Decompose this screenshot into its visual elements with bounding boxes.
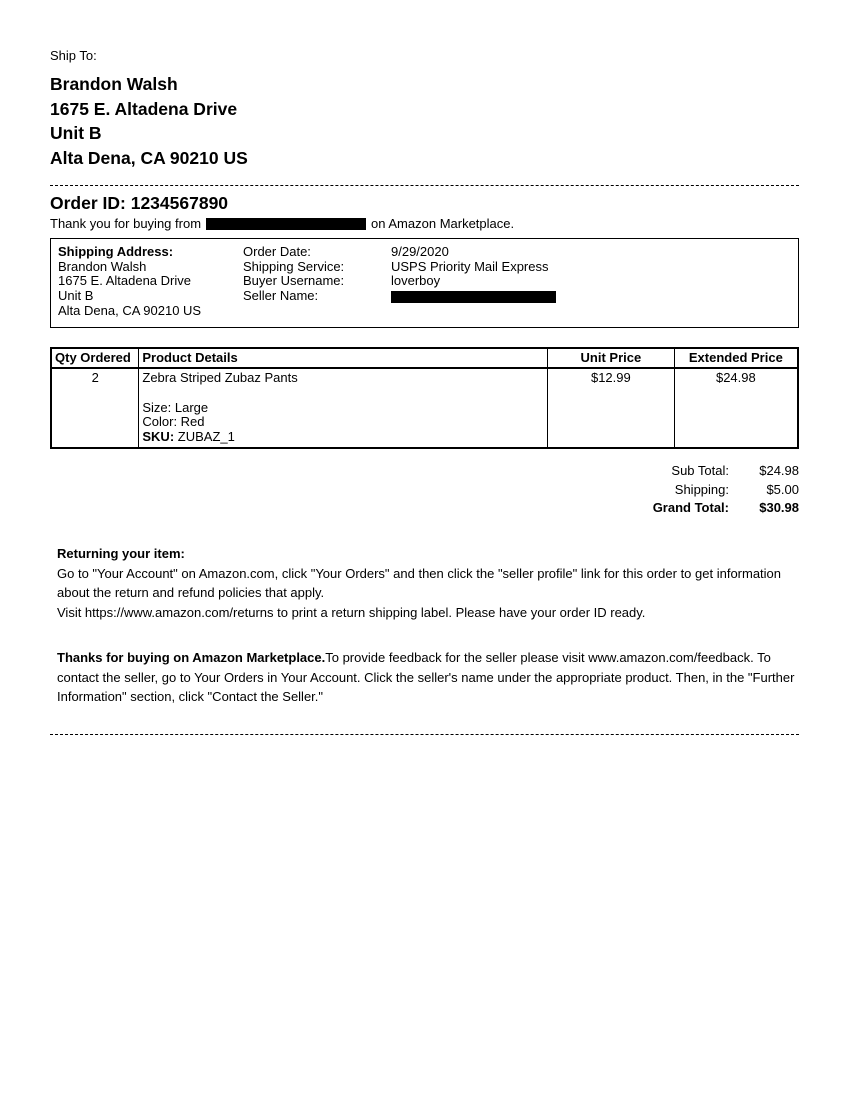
items-table bbox=[50, 347, 799, 449]
items-table-header-row bbox=[51, 348, 798, 369]
bottom-dashed-divider bbox=[50, 734, 799, 735]
thank-you-line bbox=[50, 216, 799, 231]
feedback-heading: Thanks for buying on Amazon Marketplace. bbox=[57, 650, 326, 666]
item-size: Size: Large bbox=[142, 399, 209, 415]
grand-total-row bbox=[50, 499, 799, 518]
order-date-value: 9/29/2020 bbox=[391, 244, 449, 259]
qty-ordered-header: Qty Ordered bbox=[51, 348, 139, 369]
returns-heading: Returning your item: bbox=[57, 546, 185, 562]
seller-name-redaction-bar bbox=[206, 218, 366, 230]
seller-name-value-redaction-bar bbox=[391, 291, 556, 303]
returns-section bbox=[57, 544, 799, 622]
shipping-total-row bbox=[50, 481, 799, 500]
item-details-spacer bbox=[142, 386, 544, 401]
thank-you-suffix: on Amazon Marketplace. bbox=[371, 216, 515, 231]
shipping-address-city: Alta Dena, CA 90210 US bbox=[58, 302, 202, 318]
order-meta-labels bbox=[243, 245, 391, 319]
shipping-address-label: Shipping Address: bbox=[58, 244, 174, 259]
ship-to-street: 1675 E. Altadena Drive bbox=[50, 98, 238, 119]
totals-block bbox=[50, 462, 799, 518]
ship-to-name: Brandon Walsh bbox=[50, 74, 178, 94]
subtotal-label: Sub Total: bbox=[671, 462, 729, 478]
product-details-header: Product Details bbox=[139, 348, 548, 369]
item-sku-value: ZUBAZ_1 bbox=[177, 429, 235, 445]
item-product-name: Zebra Striped Zubaz Pants bbox=[142, 370, 298, 386]
table-row bbox=[51, 368, 798, 448]
shipping-info-box bbox=[50, 238, 799, 328]
item-sku-label: SKU: bbox=[142, 429, 175, 445]
seller-name-label: Seller Name: bbox=[243, 288, 319, 304]
shipping-service-value: USPS Priority Mail Express bbox=[391, 258, 549, 274]
extended-price-header: Extended Price bbox=[674, 348, 798, 369]
item-unit-price: $12.99 bbox=[548, 368, 675, 448]
thank-you-prefix: Thank you for buying from bbox=[50, 216, 202, 231]
order-date-label: Order Date: bbox=[243, 244, 311, 259]
unit-price-header: Unit Price bbox=[548, 348, 675, 369]
ship-to-address bbox=[50, 72, 799, 170]
shipping-address-unit: Unit B bbox=[58, 288, 94, 304]
shipping-address-street: 1675 E. Altadena Drive bbox=[58, 273, 191, 289]
shipping-address-column bbox=[58, 245, 243, 319]
shipping-service-label: Shipping Service: bbox=[243, 258, 345, 274]
ship-to-unit: Unit B bbox=[50, 123, 102, 143]
item-color: Color: Red bbox=[142, 414, 205, 430]
grand-total-value: $30.98 bbox=[759, 500, 799, 516]
item-extended-price: $24.98 bbox=[674, 368, 798, 448]
subtotal-row bbox=[50, 462, 799, 481]
ship-to-city-state: Alta Dena, CA 90210 US bbox=[50, 147, 248, 168]
returns-paragraph-1: Go to "Your Account" on Amazon.com, click "Your Orders" and then click the "seller profile" link for this order to get information about the return and refund policies that apply. bbox=[57, 565, 782, 601]
order-id-heading: Order ID: 1234567890 bbox=[50, 193, 229, 213]
buyer-username-label: Buyer Username: bbox=[243, 273, 345, 289]
item-sku-line bbox=[142, 430, 544, 445]
feedback-text: To provide feedback for the seller please visit www.amazon.com/feedback. To contact the seller, go to Your Orders in Your Account. Click the seller's name under the appropriate product. Then, in the "Further Information" section, click "Contact the Seller." bbox=[57, 650, 795, 705]
returns-paragraph-2: Visit https://www.amazon.com/returns to print a return shipping label. Please have your order ID ready. bbox=[57, 604, 646, 620]
shipping-address-name: Brandon Walsh bbox=[58, 258, 147, 274]
shipping-total-value: $5.00 bbox=[766, 481, 799, 497]
ship-to-label: Ship To: bbox=[50, 48, 97, 63]
item-qty: 2 bbox=[51, 368, 139, 448]
top-dashed-divider bbox=[50, 185, 799, 186]
buyer-username-value: loverboy bbox=[391, 273, 441, 289]
order-meta-values bbox=[391, 245, 791, 319]
grand-total-label: Grand Total: bbox=[652, 500, 729, 516]
feedback-section bbox=[57, 648, 799, 707]
shipping-total-label: Shipping: bbox=[674, 481, 729, 497]
item-details-cell bbox=[139, 368, 548, 448]
subtotal-value: $24.98 bbox=[759, 462, 799, 478]
